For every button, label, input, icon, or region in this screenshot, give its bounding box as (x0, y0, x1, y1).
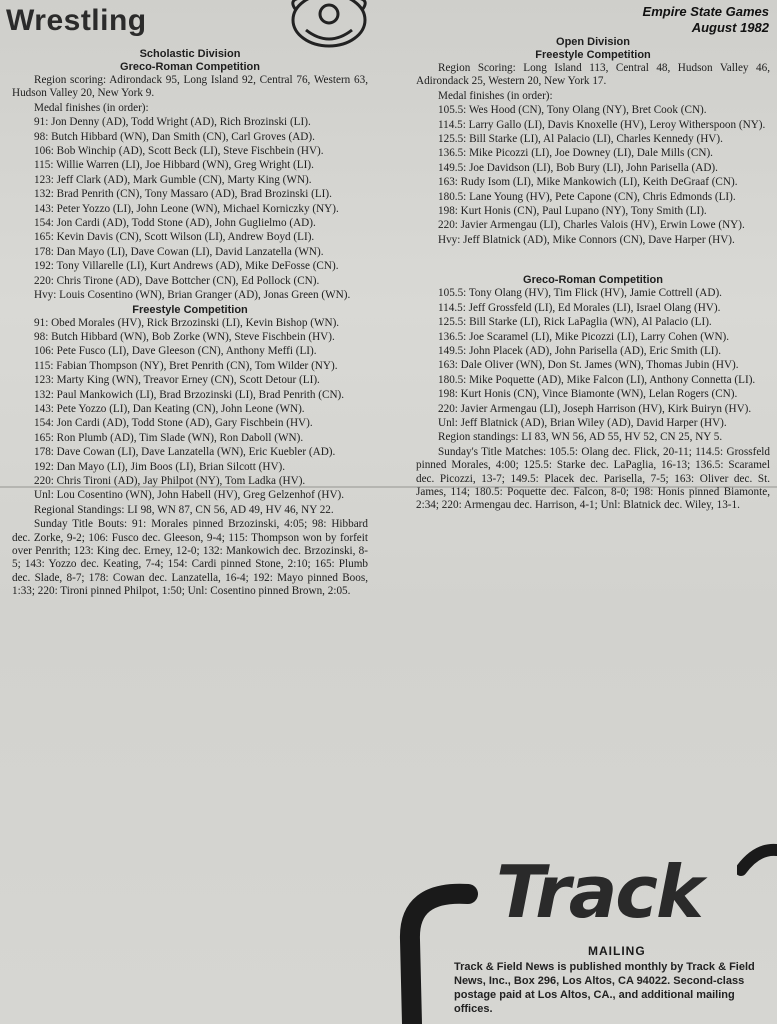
result-paragraph: 178: Dave Cowan (LI), Dave Lanzatella (WN), Eric Kuebler (AD). (34, 446, 336, 459)
result-paragraph: 105.5: Tony Olang (HV), Tim Flick (HV), Jamie Cottrell (AD). (438, 287, 722, 300)
result-paragraph: Region standings: LI 83, WN 56, AD 55, HV 52, CN 25, NY 5. (438, 431, 723, 444)
open-freestyle-title: Freestyle Competition (535, 49, 651, 61)
result-paragraph: 98: Butch Hibbard (WN), Bob Zorke (WN), Steve Fischbein (HV). (34, 330, 335, 343)
result-paragraph: 115: Fabian Thompson (NY), Bret Penrith (CN), Tom Wilder (NY). (34, 359, 338, 372)
track-field-news-ad (388, 820, 777, 1024)
result-paragraph: 91: Jon Denny (AD), Todd Wright (AD), Rich Brozinski (LI). (34, 116, 311, 129)
result-paragraph: 220: Javier Armengau (LI), Joseph Harrison (HV), Kirk Buiryn (HV). (438, 402, 752, 415)
result-paragraph: 192: Tony Villarelle (LI), Kurt Andrews (AD), Mike DeFosse (CN). (34, 260, 339, 273)
open-greco-results (416, 287, 770, 513)
scholastic-division-title: Scholastic Division (139, 48, 241, 60)
result-paragraph: Region scoring: Adirondack 95, Long Island 92, Central 76, Western 63, Hudson Valley 20, New York 9. (12, 74, 368, 100)
column-gap (416, 248, 770, 274)
result-paragraph: 198: Kurt Honis (CN), Vince Biamonte (WN), Lelan Rogers (CN). (438, 388, 738, 401)
result-paragraph: 98: Butch Hibbard (WN), Dan Smith (CN), Carl Groves (AD). (34, 130, 315, 143)
headline: Wrestling (6, 4, 147, 37)
result-paragraph: 149.5: Joe Davidson (LI), Bob Bury (LI), John Parisella (AD). (438, 161, 718, 174)
result-paragraph: 123: Jeff Clark (AD), Mark Gumble (CN), Marty King (WN). (34, 173, 312, 186)
result-paragraph: 163: Dale Oliver (WN), Don St. James (WN), Thomas Jubin (HV). (438, 359, 739, 372)
track-logo: Track (496, 850, 702, 934)
result-paragraph: Unl: Jeff Blatnick (AD), Brian Wiley (AD), David Harper (HV). (438, 416, 727, 429)
result-paragraph: 192: Dan Mayo (LI), Jim Boos (LI), Brian Silcott (HV). (34, 460, 286, 473)
result-paragraph: 143: Peter Yozzo (LI), John Leone (WN), Michael Korniczky (NY). (34, 202, 339, 215)
result-paragraph: 136.5: Mike Picozzi (LI), Joe Downey (LI), Dale Mills (CN). (438, 147, 713, 160)
right-column (416, 36, 770, 514)
open-division-title: Open Division (556, 36, 630, 48)
result-paragraph: 115: Willie Warren (LI), Joe Hibbard (WN), Greg Wright (LI). (34, 159, 314, 172)
result-paragraph: Sunday's Title Matches: 105.5: Olang dec. Flick, 20-11; 114.5: Grossfeld pinned Morales, 4:00; 125.5: Starke dec. LaPaglia, 16-13; 136.5: Scaramel dec. Picozzi, 13-7; 149.5: Placek dec. Parisella, 7-5; 163: Oliver dec. St. James, 114; 180.5: Poquette dec. Falcon, 8-0; 198: Honis pinned Biamonte, 2:34; 220: Armengau dec. Harrison, 4-1; Unl: Blatnick dec. Wiley, 13-1. (416, 445, 770, 512)
result-paragraph: Unl: Lou Cosentino (WN), John Habell (HV), Greg Gelzenhof (HV). (34, 489, 345, 502)
result-paragraph: 165: Ron Plumb (AD), Tim Slade (WN), Ron Daboll (WN). (34, 431, 304, 444)
result-paragraph: 154: Jon Cardi (AD), Todd Stone (AD), Gary Fischbein (HV). (34, 417, 313, 430)
scholastic-freestyle-results (12, 317, 368, 599)
result-paragraph: 180.5: Lane Young (HV), Pete Capone (CN), Chris Edmonds (LI). (438, 190, 736, 203)
paper-fold-line (0, 486, 777, 488)
masthead (643, 4, 769, 36)
scholastic-freestyle-title: Freestyle Competition (132, 303, 248, 316)
result-paragraph: 180.5: Mike Poquette (AD), Mike Falcon (LI), Anthony Connetta (LI). (438, 373, 756, 386)
result-paragraph: 125.5: Bill Starke (LI), Rick LaPaglia (WN), Al Palacio (LI). (438, 316, 712, 329)
result-paragraph: 165: Kevin Davis (CN), Scott Wilson (LI), Andrew Boyd (LI). (34, 231, 315, 244)
open-freestyle-results (416, 62, 770, 247)
result-paragraph: 114.5: Larry Gallo (LI), Davis Knoxelle (HV), Leroy Witherspoon (NY). (438, 118, 766, 131)
result-paragraph: 125.5: Bill Starke (LI), Al Palacio (LI), Charles Kennedy (HV). (438, 133, 723, 146)
result-paragraph: 154: Jon Cardi (AD), Todd Stone (AD), John Guglielmo (AD). (34, 217, 316, 230)
ad-corner-mark-icon (737, 840, 777, 880)
result-paragraph: 132: Paul Mankowich (LI), Brad Brzozinski (LI), Brad Penrith (CN). (34, 388, 345, 401)
result-paragraph: Sunday Title Bouts: 91: Morales pinned Brzozinski, 4:05; 98: Hibbard dec. Zorke, 9-2; 106: Fusco dec. Gleeson, 9-4; 115: Thompson won by forfeit over Penrith; 123: King dec. Erney, 12-0; 132: Mankowich dec. Brzozinski, 8-5; 143: Yozzo dec. Keating, 7-4; 154: Cardi pinned Stone, 2:10; 165: Plumb dec. Slade, 8-7; 178: Cowan dec. Lanzatella, 16-4; 192: Mayo pinned Boos, 1:33; 220: Tironi pinned Philpot, 1:50; Unl: Cosentino pinned Brown, 2:05. (12, 518, 368, 598)
result-paragraph: Hvy: Louis Cosentino (WN), Brian Granger (AD), Jonas Green (WN). (34, 289, 351, 302)
mailing-title: MAILING (588, 944, 646, 958)
result-paragraph: 123: Marty King (WN), Treavor Erney (CN), Scott Detour (LI). (34, 374, 320, 387)
result-paragraph: 105.5: Wes Hood (CN), Tony Olang (NY), Bret Cook (CN). (438, 104, 707, 117)
scholastic-greco-title: Greco-Roman Competition (120, 61, 260, 73)
result-paragraph: 178: Dan Mayo (LI), Dave Cowan (LI), David Lanzatella (WN). (34, 245, 324, 258)
result-paragraph: Medal finishes (in order): (34, 101, 149, 114)
result-paragraph: Region Scoring: Long Island 113, Central 48, Hudson Valley 46, Adirondack 25, Western 20, New York 17. (416, 62, 770, 88)
mailing-text: Track & Field News is published monthly by Track & Field News, Inc., Box 296, Los Altos, CA 94022. Second-class postage paid at Los Altos, CA., and additional mailing offices. (454, 961, 755, 1015)
event-name: Empire State Games (642, 4, 769, 19)
result-paragraph: 136.5: Joe Scaramel (LI), Mike Picozzi (LI), Larry Cohen (WN). (438, 330, 730, 343)
scholastic-greco-results (12, 74, 368, 303)
result-paragraph: 220: Chris Tironi (AD), Jay Philpot (NY), Tom Ladka (HV). (34, 474, 306, 487)
result-paragraph: Medal finishes (in order): (438, 89, 553, 102)
result-paragraph: Hvy: Jeff Blatnick (AD), Mike Connors (CN), Dave Harper (HV). (438, 233, 735, 246)
result-paragraph: 220: Chris Tirone (AD), Dave Bottcher (CN), Ed Pollock (CN). (34, 274, 320, 287)
result-paragraph: 106: Pete Fusco (LI), Dave Gleeson (CN), Anthony Meffi (LI). (34, 345, 317, 358)
result-paragraph: 149.5: John Placek (AD), John Parisella (AD), Eric Smith (LI). (438, 344, 722, 357)
clown-illustration-icon (286, 0, 372, 52)
result-paragraph: 106: Bob Winchip (AD), Scott Beck (LI), Steve Fischbein (HV). (34, 145, 324, 158)
result-paragraph: 91: Obed Morales (HV), Rick Brzozinski (LI), Kevin Bishop (WN). (34, 316, 340, 329)
result-paragraph: 198: Kurt Honis (CN), Paul Lupano (NY), Tony Smith (LI). (438, 205, 707, 218)
result-paragraph: 114.5: Jeff Grossfeld (LI), Ed Morales (LI), Israel Olang (HV). (438, 301, 721, 314)
result-paragraph: Regional Standings: LI 98, WN 87, CN 56, AD 49, HV 46, NY 22. (34, 503, 334, 516)
result-paragraph: 143: Pete Yozzo (LI), Dan Keating (CN), John Leone (WN). (34, 402, 305, 415)
event-date: August 1982 (691, 20, 769, 35)
result-paragraph: 163: Rudy Isom (LI), Mike Mankowich (LI), Keith DeGraaf (CN). (438, 176, 738, 189)
open-greco-title: Greco-Roman Competition (523, 274, 663, 287)
left-column (12, 48, 368, 600)
result-paragraph: 220: Javier Armengau (LI), Charles Valois (HV), Erwin Lowe (NY). (438, 219, 745, 232)
result-paragraph: 132: Brad Penrith (CN), Tony Massaro (AD), Brad Brozinski (LI). (34, 188, 332, 201)
